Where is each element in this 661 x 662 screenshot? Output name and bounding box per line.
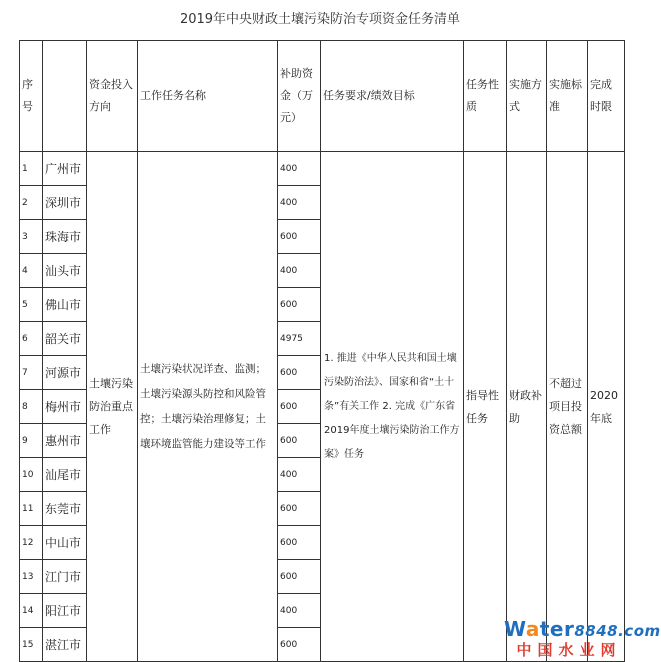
table-header-row — [20, 41, 625, 152]
row-amount: 4975 — [278, 322, 321, 356]
header-deadline: 完成时限 — [588, 41, 625, 152]
row-amount: 400 — [278, 594, 321, 628]
row-amount: 400 — [278, 458, 321, 492]
row-city: 深圳市 — [43, 186, 87, 220]
header-city-blank — [43, 41, 87, 152]
row-number: 2 — [20, 186, 43, 220]
row-amount: 400 — [278, 254, 321, 288]
merged-nature: 指导性任务 — [464, 152, 507, 662]
header-task-name: 工作任务名称 — [138, 41, 278, 152]
row-city: 汕尾市 — [43, 458, 87, 492]
row-city: 惠州市 — [43, 424, 87, 458]
row-amount: 600 — [278, 492, 321, 526]
row-city: 梅州市 — [43, 390, 87, 424]
merged-method: 财政补助 — [507, 152, 547, 662]
merged-direction: 土壤污染防治重点工作 — [87, 152, 138, 662]
row-city: 韶关市 — [43, 322, 87, 356]
row-city: 广州市 — [43, 152, 87, 186]
row-number: 5 — [20, 288, 43, 322]
header-amount: 补助资金（万元） — [278, 41, 321, 152]
merged-requirements: 1. 推进《中华人民共和国土壤污染防治法》、国家和省“土十条”有关工作 2. 完成《广东省2019年度土壤污染防治工作方案》任务 — [321, 152, 464, 662]
row-city: 佛山市 — [43, 288, 87, 322]
row-number: 1 — [20, 152, 43, 186]
row-city: 河源市 — [43, 356, 87, 390]
watermark-cn: 中国水业网 — [516, 641, 622, 659]
header-no: 序号 — [20, 41, 43, 152]
task-table — [19, 40, 625, 662]
header-requirements: 任务要求/绩效目标 — [321, 41, 464, 152]
row-number: 12 — [20, 526, 43, 560]
row-amount: 600 — [278, 526, 321, 560]
row-amount: 600 — [278, 220, 321, 254]
table-row — [20, 152, 625, 186]
watermark-logo — [504, 617, 661, 660]
watermark-brand-a: a — [525, 617, 540, 641]
row-number: 4 — [20, 254, 43, 288]
row-number: 9 — [20, 424, 43, 458]
page-title: 2019年中央财政土壤污染防治专项资金任务清单 — [179, 12, 461, 27]
row-city: 江门市 — [43, 560, 87, 594]
row-number: 11 — [20, 492, 43, 526]
watermark-brand — [504, 617, 661, 641]
merged-deadline: 2020年底 — [588, 152, 625, 662]
row-city: 珠海市 — [43, 220, 87, 254]
row-number: 13 — [20, 560, 43, 594]
merged-task-name: 土壤污染状况详查、监测；土壤污染源头防控和风险管控；土壤污染治理修复；土壤环境监管能力建设等工作 — [138, 152, 278, 662]
header-method: 实施方式 — [507, 41, 547, 152]
watermark-brand-ter: ter — [539, 617, 575, 641]
row-amount: 600 — [278, 560, 321, 594]
row-amount: 600 — [278, 356, 321, 390]
table-body — [20, 152, 625, 662]
row-number: 10 — [20, 458, 43, 492]
row-number: 3 — [20, 220, 43, 254]
row-city: 中山市 — [43, 526, 87, 560]
row-city: 汕头市 — [43, 254, 87, 288]
header-standard: 实施标准 — [547, 41, 588, 152]
header-direction: 资金投入方向 — [87, 41, 138, 152]
row-city: 阳江市 — [43, 594, 87, 628]
row-amount: 600 — [278, 628, 321, 662]
row-city: 湛江市 — [43, 628, 87, 662]
header-nature: 任务性质 — [464, 41, 507, 152]
watermark-brand-tld: .com — [618, 622, 661, 640]
row-amount: 600 — [278, 424, 321, 458]
row-number: 8 — [20, 390, 43, 424]
row-amount: 600 — [278, 390, 321, 424]
watermark-brand-w: W — [504, 617, 526, 641]
row-number: 7 — [20, 356, 43, 390]
watermark-brand-number: 8848 — [574, 622, 619, 640]
row-amount: 400 — [278, 152, 321, 186]
row-city: 东莞市 — [43, 492, 87, 526]
row-number: 6 — [20, 322, 43, 356]
row-number: 14 — [20, 594, 43, 628]
row-number: 15 — [20, 628, 43, 662]
merged-standard: 不超过项目投资总额 — [547, 152, 588, 662]
row-amount: 600 — [278, 288, 321, 322]
row-amount: 400 — [278, 186, 321, 220]
